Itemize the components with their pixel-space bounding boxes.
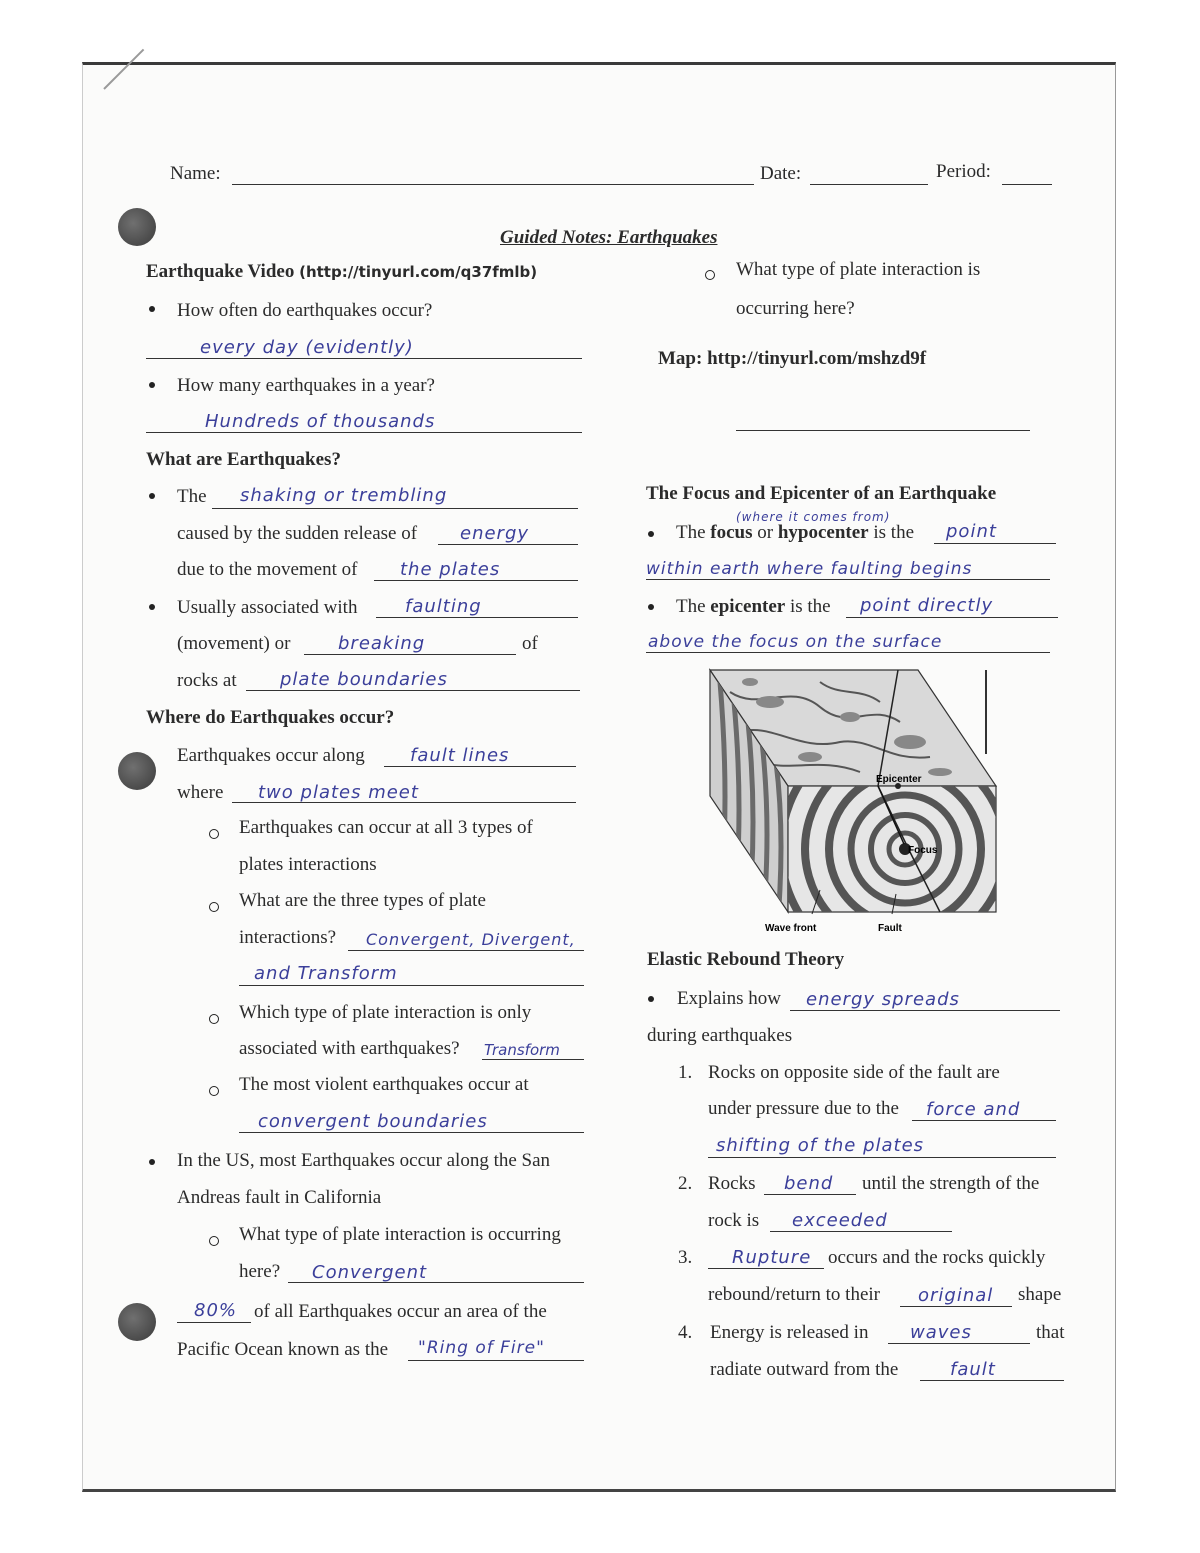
handwritten-answer: shifting of the plates	[716, 1135, 925, 1156]
bullet	[149, 1159, 155, 1165]
text: Rocks	[708, 1173, 756, 1194]
text: Which type of plate interaction is only	[239, 1002, 532, 1023]
handwritten-answer: point directly	[860, 595, 994, 616]
question-text: How many earthquakes in a year?	[177, 375, 435, 396]
handwritten-answer: Transform	[484, 1041, 560, 1059]
handwritten-answer: and Transform	[254, 963, 398, 984]
handwritten-answer: Convergent, Divergent,	[366, 930, 576, 949]
period-label: Period:	[936, 161, 991, 182]
punch-hole-top	[118, 208, 156, 246]
handwritten-answer: waves	[910, 1322, 972, 1343]
handwritten-answer: point	[946, 521, 997, 542]
sub-bullet	[209, 1086, 219, 1096]
name-label: Name:	[170, 163, 221, 184]
handwritten-answer: bend	[784, 1173, 834, 1194]
text: Explains how	[677, 988, 781, 1009]
text: where	[177, 782, 224, 803]
bullet	[149, 604, 155, 610]
section-heading: Where do Earthquakes occur?	[146, 707, 395, 728]
date-line[interactable]	[810, 184, 928, 185]
list-number: 3.	[678, 1247, 693, 1268]
fault-label: Fault	[878, 923, 902, 934]
text: caused by the sudden release of	[177, 523, 418, 544]
punch-hole-bottom	[118, 1303, 156, 1341]
handwritten-answer: convergent boundaries	[258, 1111, 488, 1132]
handwritten-answer: Convergent	[312, 1262, 428, 1283]
handwritten-answer: faulting	[405, 596, 482, 617]
epicenter-label: Epicenter	[876, 774, 922, 785]
sub-bullet	[209, 1014, 219, 1024]
bullet	[149, 306, 155, 312]
bullet	[149, 493, 155, 499]
page-title: Guided Notes: Earthquakes	[500, 227, 718, 248]
text: radiate outward from the	[710, 1359, 899, 1380]
answer-line[interactable]	[408, 1360, 584, 1361]
handwritten-answer: breaking	[338, 633, 426, 654]
text: here?	[239, 1261, 281, 1282]
section-heading: Elastic Rebound Theory	[647, 949, 845, 970]
text: Energy is released in	[710, 1322, 869, 1343]
text: occurs and the rocks quickly	[828, 1247, 1046, 1268]
focus-epicenter-diagram	[700, 662, 1000, 934]
handwritten-answer: above the focus on the surface	[648, 632, 943, 652]
video-link[interactable]: (http://tinyurl.com/q37fmlb)	[299, 263, 538, 281]
period-line[interactable]	[1002, 184, 1052, 185]
video-heading: Earthquake Video (http://tinyurl.com/q37fmlb)	[146, 261, 538, 282]
list-number: 2.	[678, 1173, 693, 1194]
section-heading: What are Earthquakes?	[146, 449, 341, 470]
bullet	[648, 604, 654, 610]
text: of	[522, 633, 538, 654]
handwritten-answer: shaking or trembling	[240, 485, 448, 506]
text: shape	[1018, 1284, 1062, 1305]
section-heading: The Focus and Epicenter of an Earthquake	[646, 483, 997, 504]
handwritten-answer: within earth where faulting begins	[646, 559, 973, 579]
handwritten-answer: plate boundaries	[280, 669, 448, 690]
handwritten-answer: 80%	[194, 1300, 238, 1321]
text: associated with earthquakes?	[239, 1038, 460, 1059]
text: plates interactions	[239, 854, 377, 875]
epicenter-definition: The epicenter is the	[676, 596, 831, 617]
text: under pressure due to the	[708, 1098, 899, 1119]
sub-bullet	[209, 1236, 219, 1246]
text: Andreas fault in California	[177, 1187, 382, 1208]
text: Earthquakes occur along	[177, 745, 365, 766]
focus-definition: The focus or hypocenter is the	[676, 522, 915, 543]
bullet	[648, 996, 654, 1002]
bullet	[648, 531, 654, 537]
sub-bullet	[209, 902, 219, 912]
punch-hole-middle	[118, 752, 156, 790]
wave-front-label: Wave front	[765, 923, 817, 934]
map-link[interactable]: Map: http://tinyurl.com/mshzd9f	[658, 348, 927, 369]
text: Usually associated with	[177, 597, 358, 618]
text: rock is	[708, 1210, 760, 1231]
answer-line[interactable]	[212, 508, 578, 509]
list-number: 4.	[678, 1322, 693, 1343]
text: that	[1036, 1322, 1065, 1343]
bullet	[149, 382, 155, 388]
sub-bullet	[209, 829, 219, 839]
text: until the strength of the	[862, 1173, 1040, 1194]
text: Pacific Ocean known as the	[177, 1339, 389, 1360]
text: (movement) or	[177, 633, 291, 654]
handwritten-answer: fault	[950, 1359, 996, 1380]
handwritten-answer: Rupture	[732, 1247, 812, 1268]
handwritten-answer: original	[918, 1285, 994, 1306]
handwritten-answer: "Ring of Fire"	[418, 1338, 545, 1358]
handwritten-answer: the plates	[400, 559, 501, 580]
text: What type of plate interaction is	[736, 259, 981, 280]
list-number: 1.	[678, 1062, 693, 1083]
focus-label: Focus	[908, 845, 938, 856]
handwritten-answer: every day (evidently)	[200, 337, 414, 358]
sub-bullet	[705, 270, 715, 280]
handwritten-answer: exceeded	[792, 1210, 888, 1231]
scale-mark	[985, 670, 987, 754]
handwritten-answer: two plates meet	[258, 782, 419, 803]
text: occurring here?	[736, 298, 855, 319]
name-line[interactable]	[232, 184, 754, 185]
text: Rocks on opposite side of the fault are	[708, 1062, 1000, 1083]
text: The	[177, 486, 207, 507]
text: of all Earthquakes occur an area of the	[254, 1301, 547, 1322]
text: In the US, most Earthquakes occur along the San	[177, 1150, 551, 1171]
handwritten-answer: fault lines	[410, 745, 510, 766]
handwritten-answer: force and	[926, 1099, 1021, 1120]
text: What are the three types of plate	[239, 890, 486, 911]
text: The most violent earthquakes occur at	[239, 1074, 529, 1095]
text: during earthquakes	[647, 1025, 793, 1046]
text: due to the movement of	[177, 559, 358, 580]
handwritten-note: (where it comes from)	[736, 510, 891, 524]
text: interactions?	[239, 927, 337, 948]
text: rocks at	[177, 670, 237, 691]
date-label: Date:	[760, 163, 802, 184]
text: rebound/return to their	[708, 1284, 881, 1305]
text: Earthquakes can occur at all 3 types of	[239, 817, 533, 838]
handwritten-answer: energy	[460, 523, 530, 544]
answer-line[interactable]	[736, 430, 1030, 431]
handwritten-answer: energy spreads	[806, 989, 960, 1010]
handwritten-answer: Hundreds of thousands	[205, 411, 436, 432]
question-text: How often do earthquakes occur?	[177, 300, 433, 321]
text: What type of plate interaction is occurring	[239, 1224, 561, 1245]
